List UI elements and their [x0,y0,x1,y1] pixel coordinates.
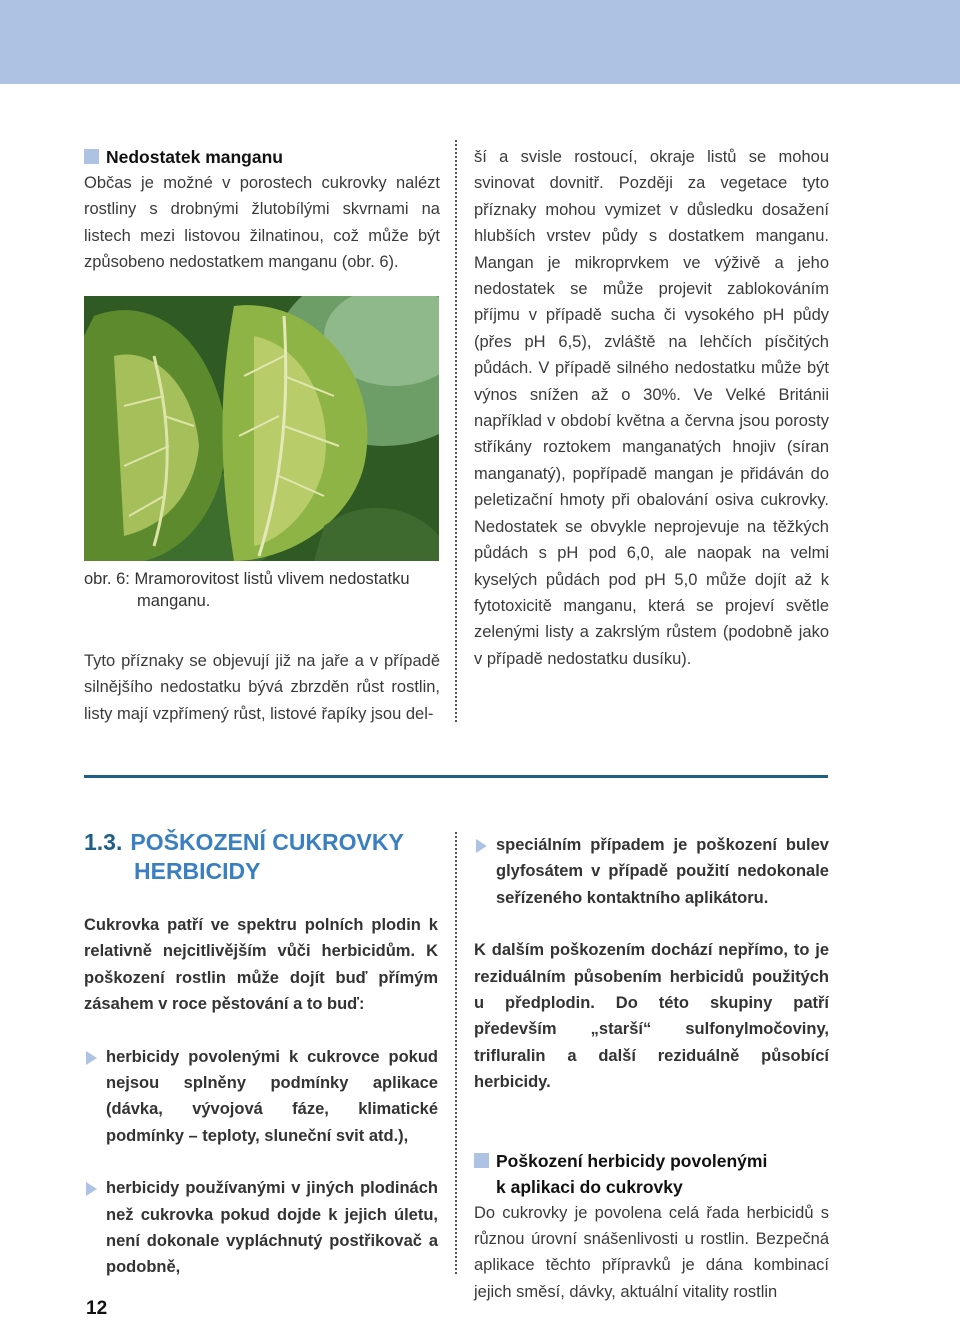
herbicide-cause-list [84,1044,438,1281]
triangle-bullet-icon [86,1182,97,1196]
figure-6-photo [84,296,439,561]
herbicide-cause-list-continued [474,832,829,911]
subheading-approved-herbicides: Poškození herbicidy povolenými k aplikaci do cukrovky [474,1148,829,1200]
column-divider-dotted [455,140,457,722]
list-item: herbicidy povolenými k cukrovce pokud nejsou splněny podmínky aplikace (dávka, vývojová fáze, klimatické podmínky – teploty, sluneční svit atd.), [84,1044,438,1150]
section-1-3-heading: 1.3. POŠKOZENÍ CUKROVKY HERBICIDY [84,829,404,884]
list-item: speciálním případem je poškození bulev glyfosátem v případě použití nedokonale seřízeného kontaktního aplikátoru. [474,832,829,911]
triangle-bullet-icon [86,1051,97,1065]
section2-right-column [474,832,829,1305]
section1-intro: Občas je možné v porostech cukrovky nalézt rostliny s drobnými žlutobílými skvrnami na listech mezi listovou žilnatinou, což může být způsobeno nedostatkem manganu (obr. 6). [84,174,440,272]
section2-left-column [84,912,438,1281]
residual-damage-paragraph: K dalším poškozením dochází nepřímo, to je reziduálním působením herbicidů použitých u předplodin. Do této skupiny patří především „starší“ sulfonylmočoviny, trifluralin a další reziduálně působící herbicidy. [474,941,829,1092]
column-divider-dotted [455,832,457,1274]
square-bullet-icon [474,1153,489,1168]
section1-heading: Nedostatek manganu [84,144,440,170]
list-item: herbicidy používanými v jiných plodinách než cukrovka pokud dojde k jejich úletu, není dokonale vypláchnutý postřikovač a podobně, [84,1175,438,1281]
page-number: 12 [86,1298,108,1319]
triangle-bullet-icon [476,839,487,853]
top-color-band [0,0,960,84]
square-bullet-icon [84,149,99,164]
figure-6-caption: obr. 6: Mramorovitost listů vlivem nedostatku manganu. [84,570,410,610]
approved-herbicides-paragraph: Do cukrovky je povolena celá řada herbicidů s různou úrovní snášenlivosti u rostlin. Bezpečná aplikace těchto přípravků je dána kombinací jejich směsí, dávky, aktuální vitality rostlin [474,1203,829,1301]
section1-right-column: ší a svisle rostoucí, okraje listů se mohou svinovat dovnitř. Později za vegetace tyto příznaky mohou vymizet v důsledku dosažení hlubších vrstev půdy s dostatkem manganu. Mangan je mikroprvkem ve výživě a jeho nedostatek se může projevit zablokováním příjmu v případě sucha či vysokého pH půdy (přes pH 6,5), zvláště na lehčích písčitých půdách. V případě silného nedostatku může být výnos snížen až o 30%. Ve Velké Británii například v období května a června jsou porosty stříkány roztokem manganatých hnojiv (síran manganatý), popřípadě mangan je přidáván do peletizační hmoty při obalování osiva cukrovky. Nedostatek se obvykle neprojevuje na těžkých půdách s pH pod 6,0, ale naopak na velmi kyselých půdách pod pH 5,0 může dojít až k fytotoxicitě manganu, která se projeví světle zelenými listy a zakrslým růstem (podobně jako v případě nedostatku dusíku). [474,148,829,668]
leaf-photo-illustration [84,296,439,561]
section2-intro: Cukrovka patří ve spektru polních plodin k relativně nejcitlivějším vůči herbicidům. K poškození rostlin může dojít buď přímým zásahem v roce pěstování a to buď: [84,916,438,1014]
section-divider-rule [84,775,828,778]
section1-left-paragraph: Tyto příznaky se objevují již na jaře a v případě silnějšího nedostatku bývá zbrzděn růst rostlin, listy mají vzpřímený růst, listové řapíky jsou del- [84,652,440,723]
section1-left-column [84,144,440,276]
